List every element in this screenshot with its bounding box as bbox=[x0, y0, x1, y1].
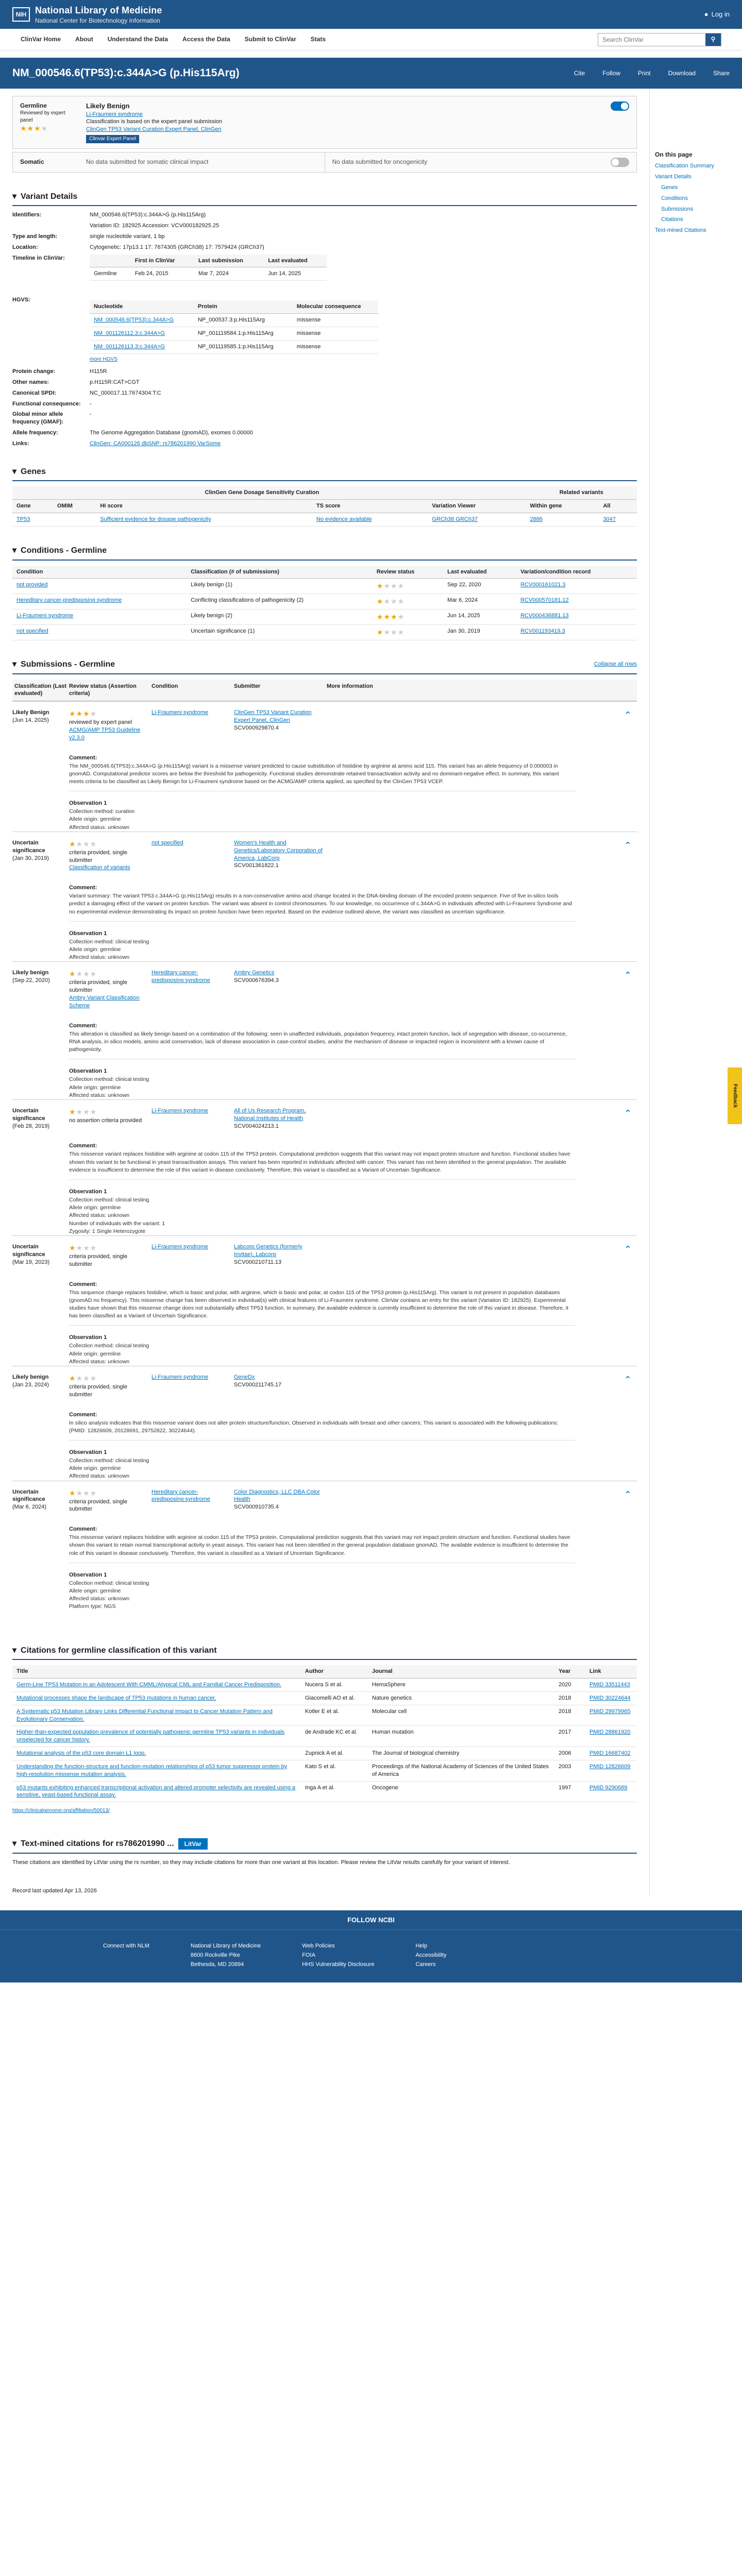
oncogenicity-note: No data submitted for oncogenicity bbox=[332, 158, 428, 165]
submission-classification: Uncertain significance bbox=[12, 839, 45, 854]
table-row: Likely benign (Sep 22, 2020) ★★★★ criteria provided, single submitter Ambry Variant Classification Scheme Hereditary cancer-predisposing syndrome Ambry Genetics SCV000676394.3 ⌃ bbox=[12, 961, 637, 1016]
chevron-up-icon[interactable]: ⌃ bbox=[623, 1375, 632, 1385]
footer-connect[interactable]: Connect with NLM bbox=[103, 1943, 149, 1950]
table-row: Li-Fraumeni syndrome Likely benign (2) ★★★★ Jun 14, 2025 RCV000436881.13 bbox=[12, 609, 637, 625]
submission-record bbox=[12, 832, 637, 962]
org-name: National Library of Medicine bbox=[35, 5, 162, 15]
hgvs-table: Nucleotide Protein Molecular consequence NM_000546.6(TP53):c.344A>G NP_000537.3:p.His115Arg missense NM_001126112.3:c.344A>G NP_001119584.1:p.His115Arg missense NM_001126113.3:c.344A>G NP_001119585.1:p.His115Arg missense bbox=[90, 300, 378, 353]
chevron-down-icon: ▾ bbox=[12, 1646, 17, 1655]
org-subname: National Center for Biotechnology Information bbox=[35, 17, 160, 25]
expert-panel-link[interactable]: ClinGen TP53 Variant Curation Expert Panel, ClinGen bbox=[86, 126, 222, 133]
search-icon[interactable]: ⚲ bbox=[705, 33, 721, 46]
submission-record bbox=[12, 1235, 637, 1366]
sidebar-title: On this page bbox=[655, 151, 693, 158]
print-button[interactable]: Print bbox=[637, 69, 651, 77]
submission-body: Comment: This sequence change replaces histidine, which is basic and polar, with arginine, which is basic and polar, at codon 115 of the TP53 protein (p.His115Arg). This variant is not present in population databases (gnomAD no frequency). This missense change has been observed in individual(s) with clinical features of Li-Fraumeni syndrome. ClinVar contains an entry for this variant (Variation ID: 182925). Experimental studies have shown that this missense change does not substantially affect TP53 function. In summary, the available evidence is currently insufficient to determine the role of this variant in disease. Therefore, it has been classified as a Variant of Uncertain Significance. Observation 1 Collection method: clinical testing Allele origin: germline Affected status: unknown bbox=[69, 1281, 637, 1366]
submission-body: Comment: The NM_000546.6(TP53):c.344A>G (p.His115Arg) variant is a missense variant predicted to cause substitution of histidine by arginine at amino acid 115. This variant has an allele frequency of 0.000003 in gnomAD. Computational predictor scores are below the threshold for pathogenicity. Functional studies demonstrate retained transactivation activity and no dominant-negative effect. In summary, this variant meets criteria to be classified as Likely Benign for Li-Fraumeni syndrome based on the ACMG/AMP criteria applied, as specified by the ClinGen TP53 VCEP. Observation 1 Collection method: curation Allele origin: germline Affected status: unknown bbox=[69, 754, 637, 832]
nav-access[interactable]: Access the Data bbox=[182, 36, 230, 43]
genes-table: ClinGen Gene Dosage Sensitivity Curation Related variants Gene OMIM HI score TS score Variation Viewer Within gene All TP53 Sufficient evidence for dosage pathogenicity No evidence available GRCh38 GRCh37 2886 3047 bbox=[12, 486, 637, 527]
table-row: Mutational processes shape the landscape of TP53 mutations in human cancer. Giacomelli AO et al. Nature genetics 2018 PMID 30224644 bbox=[12, 1691, 637, 1705]
submissions-heading[interactable]: ▾ Submissions - Germline Collapse all rows bbox=[12, 656, 637, 674]
nav-understand[interactable]: Understand the Data bbox=[107, 36, 168, 43]
oncogenicity-toggle[interactable] bbox=[611, 158, 629, 167]
chevron-down-icon: ▾ bbox=[12, 192, 17, 201]
record-updated: Record last updated Apr 13, 2026 bbox=[12, 1887, 97, 1894]
sidebar-item-citations[interactable]: Citations bbox=[661, 216, 683, 223]
submission-body: Comment: This missense variant replaces histidine with arginine at codon 115 of the TP53 protein. Computational prediction suggests that this variant may not impact protein structure and function. Functional studies have shown this variant to be functional in yeast transactivation assays. This variant has been reported in individuals affected with cancer. This variant has not been identified in the general population. The available evidence is insufficient to determine the role of this variant in disease conclusively. Therefore, this variant is classified as a Variant of Uncertain Significance. Observation 1 Collection method: clinical testing Allele origin: germline Affected status: unknown Number of individuals with the variant: 1 Zygosity: 1 Single Heterozygote bbox=[69, 1142, 637, 1235]
ncbi-header bbox=[0, 0, 742, 29]
variant-details-heading[interactable]: ▾ Variant Details bbox=[12, 188, 637, 207]
table-row: Uncertain significance (Feb 28, 2019) ★★★★ no assertion criteria provided Li-Fraumeni syndrome All of Us Research Program, National Institutes of Health SCV004024213.1 ⌃ bbox=[12, 1099, 637, 1138]
variant-details-more: Protein change: H115R Other names: p.H115R:CAT>CGT Canonical SPDI: NC_000017.11:7674304:T:C Functional consequence: - Global minor allele frequency (GMAF): - Allele frequency: The Genome Aggregation Database (gnomAD), exomes 0.00000 Links: ClinGen: CA000126 dbSNP: rs786201990 VarSome bbox=[12, 368, 253, 447]
sidebar-item-conditions[interactable]: Conditions bbox=[661, 195, 688, 201]
share-button[interactable]: Share bbox=[713, 69, 730, 77]
submission-classification: Likely benign bbox=[12, 970, 49, 976]
review-stars: ★★★★ bbox=[20, 124, 48, 133]
follow-ncbi-bar[interactable]: FOLLOW NCBI bbox=[0, 1910, 742, 1930]
conditions-heading[interactable]: ▾ Conditions - Germline bbox=[12, 542, 637, 561]
review-stars: ★★★★ bbox=[69, 1107, 97, 1116]
search-input[interactable] bbox=[598, 33, 705, 46]
germline-detail: Classification is based on the expert panel submission bbox=[86, 118, 223, 125]
submission-record bbox=[12, 961, 637, 1099]
hgvs-block: HGVS: Nucleotide Protein Molecular consequence NM_000546.6(TP53):c.344A>G NP_000537.3:p.His115Arg missense NM_001126112.3:c.344A>G NP_001119584.1:p.His115Arg missense NM_001126113.3:c.344A>G NP_001119585.1:p.His115Arg missense more HGVS bbox=[12, 296, 637, 363]
table-row: Understanding the function-structure and function-mutation relationships of p53 tumor suppressor protein by high-resolution missense mutation analysis. Kato S et al. Proceedings of the National Academy of Sciences of the United States of America 2003 PMID 12826609 bbox=[12, 1760, 637, 1781]
chevron-down-icon: ▾ bbox=[12, 1839, 17, 1849]
timeline-table: First in ClinVar Last submission Last evaluated Germline Feb 24, 2015 Mar 7, 2024 Jun 14, 2025 bbox=[90, 255, 327, 281]
review-stars: ★★★★ bbox=[373, 594, 443, 609]
table-row: Uncertain significance (Mar 6, 2024) ★★★★ criteria provided, single submitter Hereditary cancer-predisposing syndrome Color Diagnostics, LLC DBA Color Health SCV000910735.4 ⌃ bbox=[12, 1481, 637, 1521]
nav-home[interactable]: ClinVar Home bbox=[21, 36, 61, 43]
variant-title: NM_000546.6(TP53):c.344A>G (p.His115Arg) bbox=[12, 66, 240, 79]
expert-panel-badge: Clinvar Expert Panel bbox=[86, 135, 139, 143]
submission-classification: Uncertain significance bbox=[12, 1488, 45, 1503]
table-row: Uncertain significance (Mar 19, 2023) ★★★★ criteria provided, single submitter Li-Fraumeni syndrome Labcorp Genetics (formerly Invitae), Labcorp SCV000210711.13 ⌃ bbox=[12, 1235, 637, 1276]
table-row: Higher-than-expected population prevalence of potentially pathogenic germline TP53 variants in individuals unselected for cancer history. de Andrade KC et al. Human mutation 2017 PMID 28861920 bbox=[12, 1726, 637, 1747]
table-row: Hereditary cancer-predisposing syndrome Conflicting classifications of pathogenicity (2) ★★★★ Mar 6, 2024 RCV000570181.12 bbox=[12, 594, 637, 609]
more-hgvs-link[interactable]: more HGVS bbox=[90, 356, 117, 362]
submissions-list bbox=[12, 701, 637, 1611]
login-link[interactable]: ● Log in bbox=[704, 10, 730, 19]
review-stars: ★★★★ bbox=[69, 709, 97, 718]
conditions-table: Condition Classification (# of submissions) Review status Last evaluated Variation/condition record not provided Likely benign (1) ★★★★ Sep 22, 2020 RCV000161021.3 Hereditary cancer-predisposing syndrome Conflicting classifications of pathogenicity (2) ★★★★ Mar 6, 2024 RCV000570181.12 Li-Fraumeni syndrome Likely benign (2) ★★★★ Jun 14, 2025 RCV000436881.13 not specified Uncertain significance (1) ★★★★ Jan 30, 2019 RCV001193419.3 bbox=[12, 566, 637, 640]
nih-logo-icon: NIH bbox=[12, 7, 30, 22]
review-stars: ★★★★ bbox=[373, 609, 443, 625]
germline-classification: Likely Benign bbox=[86, 102, 130, 110]
table-row: Germ-Line TP53 Mutation in an Adolescent With CMML/Atypical CML and Familial Cancer Predisposition. Nucera S et al. HemaSphere 2020 PMID 33511443 bbox=[12, 1679, 637, 1692]
download-button[interactable]: Download bbox=[668, 69, 696, 77]
table-row: NM_001126112.3:c.344A>G NP_001119584.1:p.His115Arg missense bbox=[90, 327, 378, 340]
litvar-button[interactable]: LitVar bbox=[178, 1838, 208, 1850]
sidebar-item-details[interactable]: Variant Details bbox=[655, 174, 692, 180]
germline-toggle[interactable] bbox=[611, 101, 629, 111]
page-sidebar bbox=[649, 89, 742, 1895]
submission-body: Comment: This alteration is classified as likely benign based on a combination of the following: seen in unaffected individuals, population frequency, intact protein function, lack of segregation with disease, co-occurrence, RNA analysis, in silico models, amino acid conservation, lack of disease association in case-control studies, and/or the mechanism of disease or impacted region is inconsistent with a known cause of pathogenicity. Observation 1 Collection method: clinical testing Allele origin: germline Affected status: unknown bbox=[69, 1022, 637, 1099]
sidebar-item-textmined[interactable]: Text-mined Citations bbox=[655, 227, 706, 234]
review-stars: ★★★★ bbox=[373, 625, 443, 640]
sidebar-item-genes[interactable]: Genes bbox=[661, 184, 678, 191]
table-row: NM_001126113.3:c.344A>G NP_001119585.1:p.His115Arg missense bbox=[90, 340, 378, 353]
submission-classification: Likely Benign bbox=[12, 709, 49, 716]
nav-stats[interactable]: Stats bbox=[310, 36, 326, 43]
collapse-all-link[interactable]: Collapse all rows bbox=[594, 661, 637, 668]
chevron-down-icon: ▾ bbox=[12, 546, 17, 555]
table-row: Likely benign (Jan 23, 2024) ★★★★ criteria provided, single submitter Li-Fraumeni syndrome GeneDx SCV000211745.17 ⌃ bbox=[12, 1366, 637, 1406]
submission-record bbox=[12, 1099, 637, 1235]
chevron-up-icon[interactable]: ⌃ bbox=[623, 1108, 632, 1118]
review-stars: ★★★★ bbox=[69, 1244, 97, 1252]
somatic-impact: No data submitted for somatic clinical impact bbox=[86, 158, 209, 165]
submission-classification: Uncertain significance bbox=[12, 1107, 45, 1122]
submission-body: Comment: This missense variant replaces histidine with arginine at codon 115 of the TP53 protein. Computational prediction suggests that this variant may not impact protein structure and function. Functional studies have shown this variant to retain normal transcriptional activity in yeast assays. This variant has not been identified in the general population database gnomAD. The available evidence is insufficient to determine the role of this variant in disease conclusively. Therefore, this variant is classified as a Variant of Uncertain Significance. Observation 1 Collection method: clinical testing Allele origin: germline Affected status: unknown Platform type: NGS bbox=[69, 1526, 637, 1611]
submission-classification: Uncertain significance bbox=[12, 1244, 45, 1258]
submission-body: Comment: Variant summary: The variant TP53 c.344A>G (p.His115Arg) results in a non-conservative amino acid change located in the DNA-binding domain of the encoded protein sequence. Five of five in-silico tools predict a damaging effect of the variant on protein function. The variant was absent in control chromosomes. To our knowledge, no occurrence of c.344A>G in individuals affected with Li-Fraumeni Syndrome and no experimental evidence demonstrating its impact on protein function have been reported. Based on the evidence outlined above, the variant was classified as uncertain significance. Observation 1 Collection method: clinical testing Allele origin: germline Affected status: unknown bbox=[69, 884, 637, 961]
review-stars: ★★★★ bbox=[69, 1374, 97, 1383]
cite-button[interactable]: Cite bbox=[574, 69, 585, 77]
table-row: not provided Likely benign (1) ★★★★ Sep 22, 2020 RCV000161021.3 bbox=[12, 579, 637, 594]
somatic-summary bbox=[12, 152, 637, 173]
submissions-header: Classification (Last evaluated) Review status (Assertion criteria) Condition Submitter More information bbox=[12, 680, 637, 702]
submission-record bbox=[12, 1366, 637, 1481]
chevron-down-icon: ▾ bbox=[12, 467, 17, 476]
submission-classification: Likely benign bbox=[12, 1374, 49, 1381]
variant-header bbox=[0, 58, 742, 89]
review-stars: ★★★★ bbox=[69, 970, 97, 978]
chevron-up-icon[interactable]: ⌃ bbox=[623, 1244, 632, 1255]
sidebar-item-submissions[interactable]: Submissions bbox=[661, 206, 694, 212]
citation-url[interactable]: https://clinicalgenome.org/affiliation/50013/ bbox=[12, 1808, 110, 1814]
table-row: p53 mutants exhibiting enhanced transcriptional activation and altered promoter selectivity are revealed using a sensitive, yeast-based functional assay. Inga A et al. Oncogene 1997 PMID 9290689 bbox=[12, 1781, 637, 1802]
somatic-label: Somatic bbox=[20, 158, 44, 165]
nav-about[interactable]: About bbox=[75, 36, 93, 43]
chevron-up-icon[interactable]: ⌃ bbox=[623, 710, 632, 721]
follow-button[interactable]: Follow bbox=[602, 69, 620, 77]
genes-heading[interactable]: ▾ Genes bbox=[12, 463, 637, 482]
table-row: not specified Uncertain significance (1) ★★★★ Jan 30, 2019 RCV001193419.3 bbox=[12, 625, 637, 640]
submission-record bbox=[12, 1481, 637, 1611]
variant-details: Identifiers: NM_000546.6(TP53):c.344A>G (p.His115Arg) Variation ID: 182925 Accession: VCV000182925.25 Type and length: single nucleotide variant, 1 bp Location: Cytogenetic: 17p13.1 17: 7674305 (GRCh38) 17: 7579424 (GRCh37) Timeline in ClinVar: First in ClinVar Last submission Last evaluated Germline Feb 24, 2015 Mar 7, 2024 Jun 14, 2025 bbox=[12, 211, 637, 281]
germline-panel bbox=[13, 96, 636, 148]
table-row: A Systematic p53 Mutation Library Links Differential Functional Impact to Cancer Mutation Pattern and Evolutionary Conservation. Kotler E et al. Molecular cell 2018 PMID 29979965 bbox=[12, 1705, 637, 1726]
chevron-up-icon[interactable]: ⌃ bbox=[623, 970, 632, 981]
textmined-heading[interactable]: ▾ Text-mined citations for rs786201990 ... LitVar bbox=[12, 1835, 637, 1854]
table-row: Mutational analysis of the p53 core domain L1 loop. Zupnick A et al. The Journal of biological chemistry 2006 PMID 16687402 bbox=[12, 1747, 637, 1760]
sidebar-item-summary[interactable]: Classification Summary bbox=[655, 163, 714, 170]
review-stars: ★★★★ bbox=[69, 1488, 97, 1497]
chevron-up-icon[interactable]: ⌃ bbox=[623, 840, 632, 851]
submission-record bbox=[12, 701, 637, 832]
citations-heading[interactable]: ▾ Citations for germline classification of this variant bbox=[12, 1642, 637, 1660]
search-box bbox=[598, 33, 721, 46]
chevron-up-icon[interactable]: ⌃ bbox=[623, 1489, 632, 1500]
review-stars: ★★★★ bbox=[373, 579, 443, 594]
nlm-logo[interactable] bbox=[12, 4, 162, 25]
nav-submit[interactable]: Submit to ClinVar bbox=[244, 36, 296, 43]
classification-summary bbox=[12, 96, 637, 149]
footer: Connect with NLM National Library of Medicine 8600 Rockville Pike Bethesda, MD 20894 Web Policies FOIA HHS Vulnerability Disclosure Help Accessibility Careers bbox=[0, 1929, 742, 1982]
table-row: Uncertain significance (Jan 30, 2019) ★★★★ criteria provided, single submitter Classification of variants not specified Women's Health and Genetics/Laboratory Corporation of America, LabCorp SCV001361822.1 ⌃ bbox=[12, 832, 637, 879]
review-stars: ★★★★ bbox=[69, 839, 97, 848]
table-row: TP53 Sufficient evidence for dosage pathogenicity No evidence available GRCh38 GRCh37 2886 3047 bbox=[12, 513, 637, 527]
feedback-button[interactable]: Feedback bbox=[728, 1067, 742, 1124]
reviewed-by: Reviewed by expert panel bbox=[20, 110, 65, 123]
table-row: NM_000546.6(TP53):c.344A>G NP_000537.3:p.His115Arg missense bbox=[90, 314, 378, 327]
textmined-note: These citations are identified by LitVar using the rs number, so they may include citations for more than one variant at this location. Please review the LitVar results carefully for your variant of interest. bbox=[12, 1859, 510, 1866]
citations-table: Title Author Journal Year Link Germ-Line TP53 Mutation in an Adolescent With CMML/Atypical CML and Familial Cancer Predisposition. Nucera S et al. HemaSphere 2020 PMID 33511443 Mutational processes shape the landscape of TP53 mutations in human cancer. Giacomelli AO et al. Nature genetics 2018 PMID 30224644 A Systematic p53 Mutation Library Links Differential Functional Impact to Cancer Mutation Pattern and Evolutionary Conservation. Kotler E et al. Molecular cell 2018 PMID 29979965 Higher-than-expected population prevalence of potentially pathogenic germline TP53 variants in individuals unselected for cancer history. de Andrade KC et al. Human mutation 2017 PMID 28861920 Mutational analysis of the p53 core domain L1 loop. Zupnick A et al. The Journal of biological chemistry 2006 PMID 16687402 Understanding the function-structure and function-mutation relationships of p53 tumor suppressor protein by high-resolution missense mutation analysis. Kato S et al. Proceedings of the National Academy of Sciences of the United States of America 2003 PMID 12826609 p53 mutants exhibiting enhanced transcriptional activation and altered promoter selectivity are revealed using a sensitive, yeast-based functional assay. Inga A et al. Oncogene 1997 PMID 9290689 bbox=[12, 1665, 637, 1802]
germline-label: Germline bbox=[20, 102, 47, 109]
submission-body: Comment: In silico analysis indicates that this missense variant does not alter protein structure/function; Observed in individuals with breast and other cancers; This variant is associated with the following publications: (PMID: 12826609, 20128691, 29752822, 30224644). Observation 1 Collection method: clinical testing Allele origin: germline Affected status: unknown bbox=[69, 1411, 637, 1481]
germline-conditions[interactable]: Li-Fraumeni syndrome bbox=[86, 111, 143, 117]
user-icon: ● bbox=[704, 10, 709, 19]
clinvar-nav bbox=[0, 29, 742, 50]
chevron-down-icon: ▾ bbox=[12, 659, 17, 669]
table-row: Likely Benign (Jun 14, 2025) ★★★★ reviewed by expert panel ACMG/AMP TP53 Guideline v2.3.0 Li-Fraumeni syndrome ClinGen TP53 Variant Curation Expert Panel, ClinGen SCV000929870.4 ⌃ bbox=[12, 701, 637, 749]
